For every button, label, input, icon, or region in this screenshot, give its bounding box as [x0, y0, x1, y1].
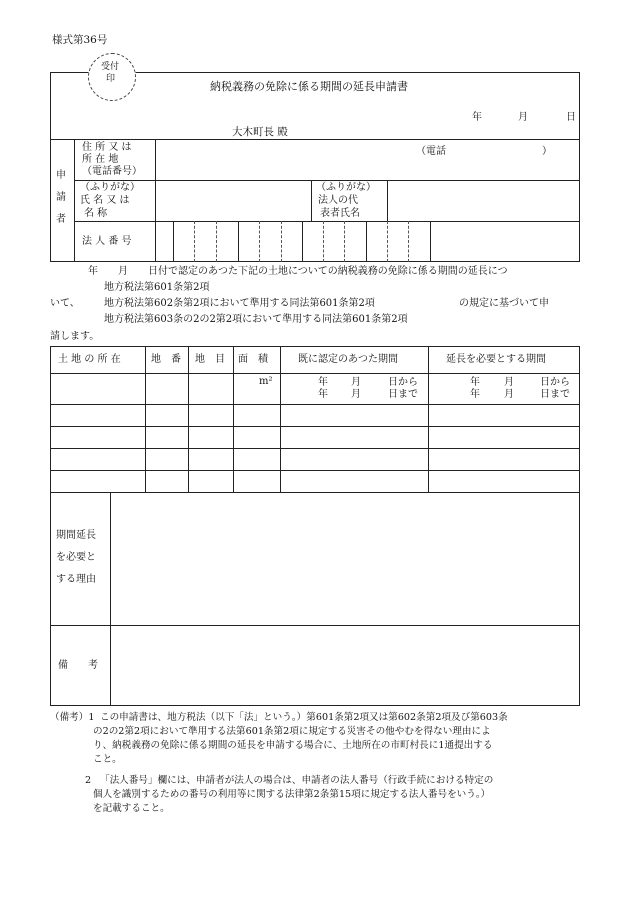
note-1-line-3: り、納税義務の免除に係る期間の延長を申請する場合に、土地所在の市町村長に1通提出する [93, 740, 493, 751]
form-number: 様式第36号 [52, 34, 108, 46]
note-2-line-1: 「法人番号」欄には、申請者が法人の場合は、申請者の法人番号（行政手続における特定の [100, 775, 494, 786]
reason-label-3: する理由 [56, 574, 96, 585]
date-day: 日 [566, 112, 576, 123]
header-land-category: 地 目 [195, 354, 225, 365]
note-1-line-1: この申請書は、地方税法（以下「法」という。）第601条第2項又は第602条第2項及び第603条 [100, 712, 508, 723]
extension-from-day: 日から [540, 377, 570, 388]
document-title: 納税義務の免除に係る期間の延長申請書 [210, 80, 408, 93]
address-label-3: （電話番号） [82, 166, 142, 177]
phone-close: ） [542, 146, 552, 157]
receipt-stamp-line1: 受付 [101, 62, 120, 72]
header-land-location: 土 地 の 所 在 [58, 354, 121, 365]
approved-from-day: 日から [388, 377, 418, 388]
approved-to-month: 月 [351, 389, 361, 400]
extension-from-month: 月 [504, 377, 514, 388]
header-lot-number: 地 番 [151, 354, 181, 365]
body-line-1: 年 月 日付で認定のあつた下記の土地についての納税義務の免除に係る期間の延長につ [88, 266, 508, 277]
extension-to-month: 月 [504, 389, 514, 400]
approved-to-year: 年 [318, 389, 328, 400]
name-label-3: 名 称 [84, 208, 108, 219]
rep-label-1: （ふりがな） [316, 182, 376, 193]
approved-from-month: 月 [351, 377, 361, 388]
area-unit: m² [259, 376, 273, 387]
approved-from-year: 年 [318, 377, 328, 388]
applicant-label-3: 者 [56, 214, 66, 225]
reason-label-2: を必要と [56, 552, 96, 563]
phone-label: （電話 [416, 146, 446, 157]
header-area: 面 積 [238, 354, 268, 365]
extension-from-year: 年 [470, 377, 480, 388]
remarks-label: 備 考 [58, 660, 98, 671]
extension-to-year: 年 [470, 389, 480, 400]
name-label-1: （ふりがな） [80, 182, 140, 193]
extension-to-day: 日まで [540, 389, 570, 400]
law-option-603: 地方税法第603条の2の2第2項において準用する同法第601条第2項 [104, 314, 408, 325]
body-line-2-end: の規定に基づいて申 [459, 298, 549, 309]
header-extension-period: 延長を必要とする期間 [446, 354, 546, 365]
notes-heading: （備考）1 [50, 712, 95, 723]
addressee: 大木町長 殿 [232, 126, 288, 138]
reason-label-1: 期間延長 [56, 530, 96, 541]
note-2-line-2: 個人を識別するための番号の利用等に関する法律第2条第15項に規定する法人番号をいう。） [93, 789, 491, 800]
header-approved-period: 既に認定のあつた期間 [298, 354, 398, 365]
note-2-number: 2 [85, 775, 92, 786]
approved-to-day: 日まで [388, 389, 418, 400]
applicant-label-1: 申 [56, 170, 66, 181]
date-year: 年 [472, 112, 482, 123]
receipt-stamp-line2: 印 [106, 74, 116, 84]
land-table [50, 346, 580, 706]
rep-label-3: 表者氏名 [320, 208, 360, 219]
body-line-3: 請します。 [50, 331, 100, 342]
law-option-602: 地方税法第602条第2項において準用する同法第601条第2項 [104, 298, 375, 309]
applicant-label-2: 請 [56, 192, 66, 203]
body-line-2-start: いて、 [50, 298, 80, 309]
address-label-2: 所 在 地 [82, 154, 119, 165]
corp-number-label: 法 人 番 号 [82, 236, 132, 247]
law-option-601: 地方税法第601条第2項 [104, 282, 210, 293]
address-label-1: 住 所 又 は [82, 142, 132, 153]
name-label-2: 氏 名 又 は [80, 195, 130, 206]
date-month: 月 [518, 112, 528, 123]
note-1-line-4: こと。 [93, 754, 122, 765]
rep-label-2: 法人の代 [318, 195, 358, 206]
note-2-line-3: を記載すること。 [93, 803, 170, 814]
note-1-line-2: の2の2第2項において準用する法第601条第2項に規定する災害その他やむを得ない理由によ [93, 726, 491, 737]
